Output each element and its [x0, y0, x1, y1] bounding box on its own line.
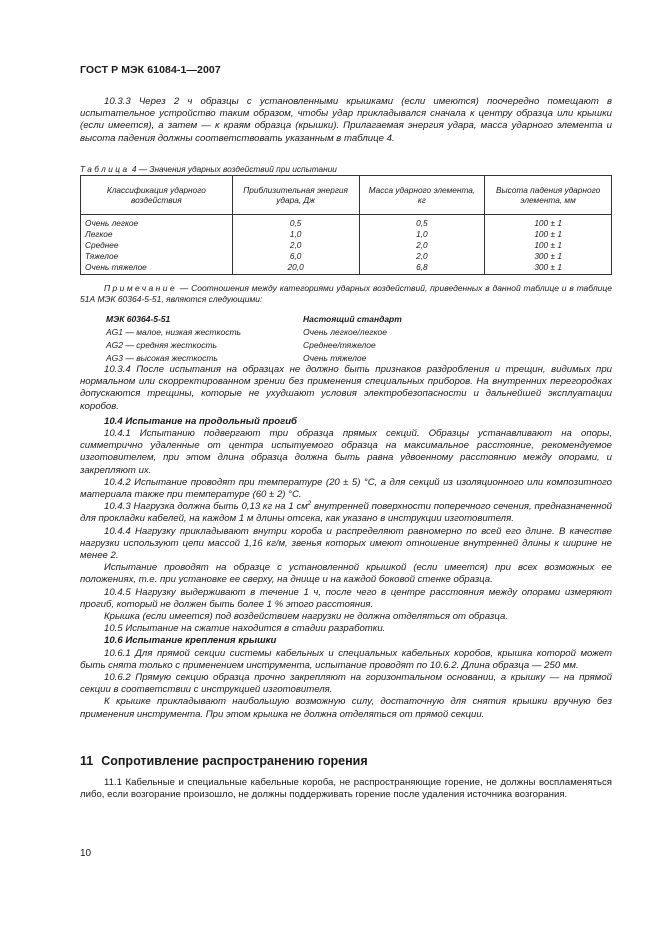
column-header: Классификация ударного воздействия	[81, 176, 233, 215]
table-cell: 100 ± 1	[485, 215, 612, 230]
table-cell: 0,5	[232, 215, 359, 230]
paragraph-10-3-3	[80, 96, 612, 145]
table-cell: 6,0	[232, 251, 359, 262]
table-cell: Тяжелое	[81, 251, 233, 262]
table-row	[81, 251, 612, 262]
note-label: Примечание	[104, 283, 177, 293]
table-cell: Очень легкое	[81, 215, 233, 230]
table-cell: 0,5	[359, 215, 485, 230]
table-caption-label: Таблица	[80, 164, 130, 174]
table-cell: 2,0	[359, 251, 485, 262]
main-text-block	[80, 364, 612, 721]
paragraph-10-4-1: 10.4.1 Испытанию подвергают три образца прямых секций. Образцы устанавливают на опоры, симметрично удаленные от центра испытуемого образца на максимальное расстояние, рекомендуемое изготовителем, при этом длина образца должна быть равна удвоенному расстоянию между опорами, и закрепляют их.	[80, 428, 612, 476]
note-text: — Соотношения между категориями ударных воздействий, приведенных в данной таблице и в таблице 51А МЭК 60364-5-51, являются следующими:	[80, 283, 612, 304]
paragraph-10-6-2-cont: К крышке прикладывают наибольшую возможную силу, достаточную для снятия крышки вручную без применения инструмента. При этом крышка не должна отделяться от прямой секции.	[80, 696, 612, 720]
impact-values-table	[80, 175, 612, 275]
column-header: Масса ударного элемента, кг	[359, 176, 485, 215]
correspondence-row	[106, 339, 402, 352]
correspondence-standard: Очень тяжелое	[303, 353, 367, 363]
table-cell: 1,0	[232, 229, 359, 240]
table-cell: 100 ± 1	[485, 240, 612, 251]
correspondence-iec: AG1 — малое, низкая жесткость	[106, 327, 242, 337]
paragraph-10-5: 10.5 Испытание на сжатие находится в стадии разработки.	[104, 623, 386, 635]
section-title: Сопротивление распространению горения	[101, 754, 368, 768]
table-cell: 100 ± 1	[485, 229, 612, 240]
document-header: ГОСТ Р МЭК 61084-1—2007	[80, 64, 221, 76]
correspondence-iec: AG2 — средняя жесткость	[106, 340, 218, 350]
table-cell: 6,8	[359, 262, 485, 275]
table-cell: Легкое	[81, 229, 233, 240]
section-heading-10-6: 10.6 Испытание крепления крышки	[104, 635, 277, 647]
page-number: 10	[80, 848, 92, 859]
table-caption	[80, 164, 337, 174]
column-header: Высота падения ударного элемента, мм	[485, 176, 612, 215]
column-header: Приблизительная энергия удара, Дж	[232, 176, 359, 215]
paragraph-11-1	[80, 777, 612, 801]
table-note	[80, 283, 612, 305]
table-cell: 20,0	[232, 262, 359, 275]
paragraph-10-6-1: 10.6.1 Для прямой секции системы кабельных и специальных кабельных коробов, крышка которой может быть снята только с применением инструмента, испытание проводят по 10.6.2. Длина образца — 250 мм.	[80, 647, 612, 671]
table-caption-text: 4 — Значения ударных воздействий при испытании	[129, 164, 337, 174]
section-number: 11	[80, 754, 94, 768]
paragraph-text: внутренней поверхности поперечного сечения, предназначенной для прокладки кабелей, на каждом 1 м длины отсека, как указано в инструкции изготовителя.	[80, 501, 612, 525]
table-row	[81, 229, 612, 240]
paragraph-10-4-4: 10.4.4 Нагрузку прикладывают внутри короба и распределяют равномерно по всей его длине. В качестве нагрузки используют цепи массой 1,16 кг/м, звенья которых имеют отношение внутренней длины к ширине не менее 2.	[80, 525, 612, 562]
paragraph-text: 10.3.3 Через 2 ч образцы с установленными крышками (если имеются) поочередно помещают в испытательное устройство таким образом, чтобы удар прикладывался сначала к центру образца или крышки (если имеется), а затем — к краям образца (крышки). Прилагаемая энергия удара, масса ударного элемента и высота падения должны соответствовать указанным в таблице 4.	[80, 96, 612, 144]
paragraph-10-4-3	[80, 501, 612, 525]
section-heading-11	[80, 754, 376, 768]
paragraph-10-4-4-cont: Испытание проводят на образце с установленной крышкой (если имеется) при всех возможных ее положениях, т.е. при установке ее сверху, на днище и на каждой боковой стенке образца.	[80, 562, 612, 586]
correspondence-standard: Среднее/тяжелое	[303, 340, 376, 350]
correspondence-standard: Очень легкое/легкое	[303, 327, 387, 337]
table-row	[81, 262, 612, 275]
table-row	[81, 240, 612, 251]
superscript: 2	[307, 501, 312, 508]
correspondence-col1-header: МЭК 60364-5-51	[106, 314, 171, 324]
paragraph-text: 11.1 Кабельные и специальные кабельные короба, не распространяющие горение, не должны воспламеняться либо, если возгорание произошло, не должны поддерживать горение после удаления источника возгорания.	[80, 777, 612, 801]
table-cell: 1,0	[359, 229, 485, 240]
paragraph-10-3-4: 10.3.4 После испытания на образцах не должно быть признаков раздробления и трещин, видимых при нормальном или скорректированном зрении без применения специальных приборов. На внутренних перегородках допускаются трещины, которые не ухудшают условия электробезопасности и дальнейшей эксплуатации коробов.	[80, 364, 612, 412]
table-cell: 300 ± 1	[485, 251, 612, 262]
paragraph-10-6-2: 10.6.2 Прямую секцию образца прочно закрепляют на горизонтальном основании, а крышку — на прямой секции в соответствии с инструкцией изготовителя.	[80, 672, 612, 696]
table-header-row	[81, 176, 612, 215]
table-cell: 2,0	[359, 240, 485, 251]
table-cell: Очень тяжелое	[81, 262, 233, 275]
paragraph-10-4-5-cont: Крышка (если имеется) под воздействием нагрузки не должна отделяться от образца.	[104, 611, 508, 623]
table-cell: Среднее	[81, 240, 233, 251]
paragraph-text: 10.4.3 Нагрузка должна быть 0,13 кг на 1 см	[104, 501, 308, 513]
section-heading-10-4: 10.4 Испытание на продольный прогиб	[104, 415, 297, 427]
correspondence-iec: AG3 — высокая жесткость	[106, 353, 218, 363]
table-row	[81, 215, 612, 230]
correspondence-list	[106, 313, 402, 365]
table-cell: 300 ± 1	[485, 262, 612, 275]
correspondence-row	[106, 326, 402, 339]
correspondence-header	[106, 313, 402, 326]
paragraph-10-4-5: 10.4.5 Нагрузку выдерживают в течение 1 ч, после чего в центре расстояния между опорами измеряют прогиб, который не должен быть более 1 % этого расстояния.	[80, 586, 612, 610]
table-cell: 2,0	[232, 240, 359, 251]
paragraph-10-4-2: 10.4.2 Испытание проводят при температуре (20 ± 5) °С, а для секций из изоляционного или композитного материала также при температуре (60 ± 2) °С.	[80, 476, 612, 501]
correspondence-col2-header: Настоящий стандарт	[303, 314, 402, 324]
